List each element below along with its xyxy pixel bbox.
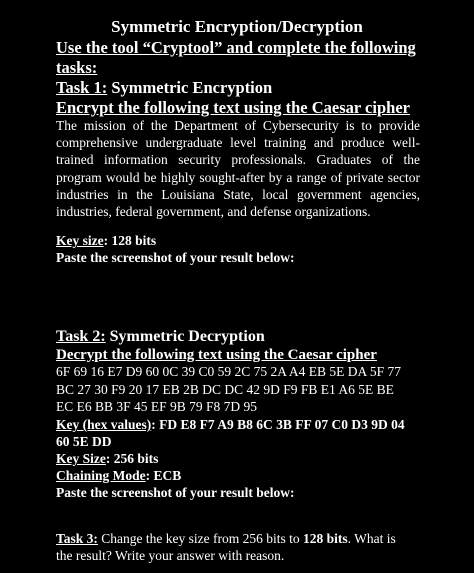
task2-key-value: : FD E8 F7 A9 B8 6C 3B FF 07 C0 D3 9D 04 — [151, 417, 405, 432]
task2-title: Symmetric Decryption — [105, 328, 265, 345]
ciphertext-block — [56, 363, 426, 416]
task2-key-line-1 — [56, 416, 405, 433]
task3-text-end: . What is — [347, 531, 396, 546]
task1-title: Symmetric Encryption — [107, 78, 273, 97]
ciphertext-line: 6F 69 16 E7 D9 60 0C 39 C0 59 2C 75 2A A4 EB 5E DA 5F 77 — [56, 364, 402, 379]
task3-text: Change the key size from 256 bits to — [97, 531, 303, 546]
task2-chaining-label: Chaining Mode — [56, 468, 146, 483]
task1-paragraph: The mission of the Department of Cybersecurity is to provide comprehensive undergraduate level training and produce well-trained information security professionals. Graduates of the program would be highly sought-after by a range of private sector industries in the Louisiana State, local government agencies, industries, federal government, and defense organizations. — [56, 118, 420, 220]
task1-key-size — [56, 232, 156, 249]
task2-key-size — [56, 450, 158, 467]
task2-instruction: Decrypt the following text using the Caesar cipher — [56, 347, 377, 363]
task2-key-line-2: 60 5E DD — [56, 434, 112, 449]
task3-line-2: the result? Write your answer with reason. — [56, 548, 285, 563]
task2-chaining-value: : ECB — [145, 468, 182, 483]
task3-label: Task 3: — [56, 531, 98, 546]
task2-heading — [56, 327, 265, 346]
ciphertext-line: EC E6 BB 3F 45 EF 9B 79 F8 7D 95 — [56, 399, 258, 415]
task1-instruction: Encrypt the following text using the Caesar cipher — [56, 98, 410, 117]
intro-line-2: tasks: — [56, 58, 98, 77]
task1-paste-instruction: Paste the screenshot of your result below: — [56, 250, 295, 265]
task2-key-size-value: : 256 bits — [105, 451, 159, 466]
task2-chaining-mode — [56, 467, 181, 484]
intro-line-1: Use the tool “Cryptool” and complete the following — [56, 38, 416, 57]
document-title: Symmetric Encryption/Decryption — [111, 17, 363, 36]
ciphertext-line: BC 27 30 F9 20 17 EB 2B DC DC 42 9D F9 FB E1 A6 5E BE — [56, 381, 394, 397]
task2-label: Task 2: — [56, 328, 106, 345]
task3-emphasis: 128 bits — [303, 531, 348, 546]
task1-label: Task 1: — [56, 78, 108, 97]
task1-key-size-value: : 128 bits — [103, 233, 157, 248]
task2-key-label: Key (hex values) — [56, 417, 152, 432]
task2-key-size-label: Key Size — [56, 451, 106, 466]
task3-line-1 — [56, 530, 396, 547]
task2-paste-instruction: Paste the screenshot of your result below: — [56, 485, 295, 500]
task1-key-size-label: Key size — [56, 233, 104, 248]
task1-heading — [56, 78, 272, 98]
